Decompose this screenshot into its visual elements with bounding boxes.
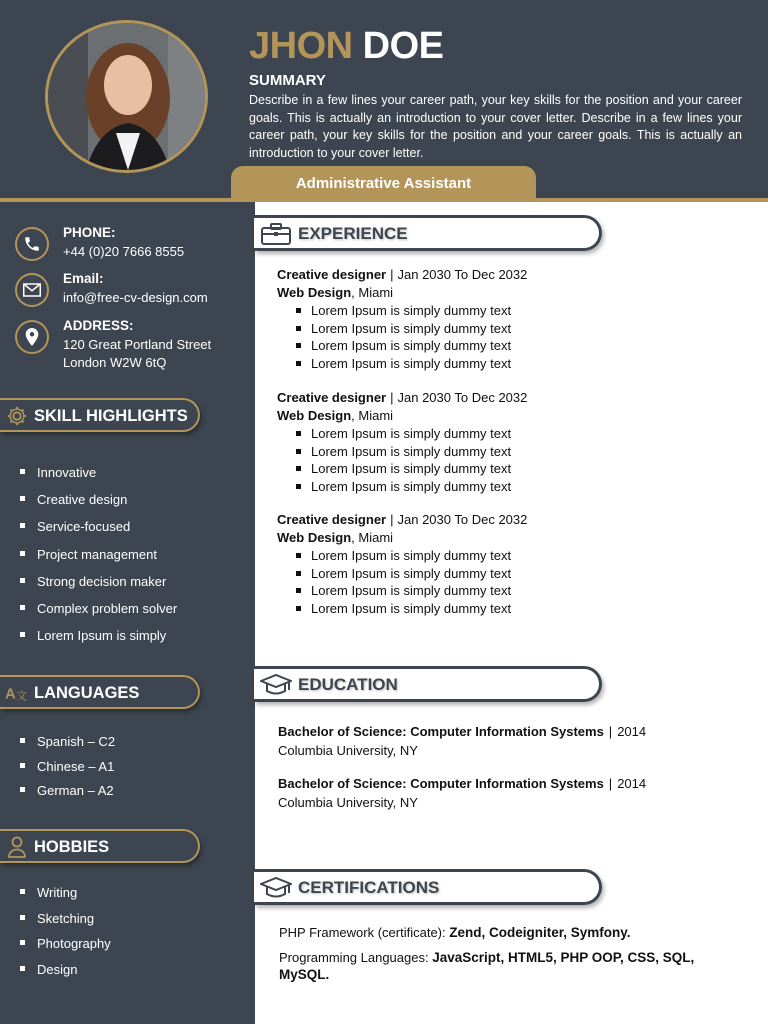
cert-label: PHP Framework (certificate): <box>279 925 450 940</box>
job-location: , Miami <box>351 408 394 423</box>
job-header <box>277 266 527 284</box>
skill-item: Complex problem solver <box>18 600 177 627</box>
education-entry <box>278 774 646 812</box>
job-company-line <box>277 529 527 547</box>
separator: | <box>390 512 394 527</box>
last-name: DOE <box>362 25 444 67</box>
job-bullet: Lorem Ipsum is simply dummy text <box>277 600 527 618</box>
email-label: Email: <box>63 271 104 286</box>
job-title-tab: Administrative Assistant <box>231 166 536 199</box>
job-bullet: Lorem Ipsum is simply dummy text <box>277 582 527 600</box>
svg-text:文: 文 <box>16 690 28 703</box>
phone-label: PHONE: <box>63 225 116 240</box>
address-line-1: 120 Great Portland Street <box>63 337 212 352</box>
job-company: Web Design <box>277 530 352 545</box>
education-school: Columbia University, NY <box>278 743 418 758</box>
job-location: , Miami <box>351 285 394 300</box>
separator: | <box>608 724 613 739</box>
languages-title: LANGUAGES <box>34 684 140 702</box>
briefcase-icon <box>259 221 293 247</box>
job-entry <box>277 389 527 495</box>
certification-php <box>279 924 709 941</box>
education-year: 2014 <box>617 724 647 739</box>
job-role: Creative designer <box>277 390 387 405</box>
job-bullets <box>277 302 527 372</box>
cert-value: JavaScript, HTML5, PHP OOP, CSS, SQL, MySQL. <box>279 950 695 982</box>
hobby-item: Design <box>18 961 111 987</box>
job-bullet: Lorem Ipsum is simply dummy text <box>277 547 527 565</box>
job-bullet: Lorem Ipsum is simply dummy text <box>277 565 527 583</box>
job-bullet: Lorem Ipsum is simply dummy text <box>277 302 527 320</box>
certification-languages <box>279 949 709 983</box>
job-role: Creative designer <box>277 267 387 282</box>
certifications-heading <box>254 869 602 905</box>
languages-heading <box>0 675 200 709</box>
job-bullet: Lorem Ipsum is simply dummy text <box>277 425 527 443</box>
hobby-item: Writing <box>18 884 111 910</box>
job-entry <box>277 511 527 617</box>
job-bullet: Lorem Ipsum is simply dummy text <box>277 337 527 355</box>
education-degree: Bachelor of Science: Computer Information Systems <box>278 724 604 739</box>
person-name <box>249 24 444 68</box>
skill-item: Service-focused <box>18 518 177 545</box>
graduation-cap-icon <box>259 672 293 698</box>
job-role: Creative designer <box>277 512 387 527</box>
job-company: Web Design <box>277 285 352 300</box>
skill-item: Lorem Ipsum is simply <box>18 627 177 654</box>
phone-value[interactable]: +44 (0)20 7666 8555 <box>63 244 185 259</box>
location-pin-icon <box>15 320 49 354</box>
profile-photo <box>45 20 208 173</box>
first-name: JHON <box>249 25 353 67</box>
job-company-line <box>277 284 527 302</box>
job-header <box>277 511 527 529</box>
job-bullets <box>277 425 527 495</box>
job-dates: Jan 2030 To Dec 2032 <box>397 390 528 405</box>
job-bullet: Lorem Ipsum is simply dummy text <box>277 460 527 478</box>
header <box>0 0 768 198</box>
skill-item: Project management <box>18 546 177 573</box>
cert-value: Zend, Codeigniter, Symfony. <box>449 925 631 940</box>
education-entry <box>278 722 646 760</box>
address-label: ADDRESS: <box>63 318 134 333</box>
hobby-item: Photography <box>18 935 111 961</box>
job-bullet: Lorem Ipsum is simply dummy text <box>277 355 527 373</box>
address-value <box>63 336 211 372</box>
person-icon <box>5 835 29 859</box>
language-item: Spanish – C2 <box>18 733 115 758</box>
hobbies-heading <box>0 829 200 863</box>
skills-title: SKILL HIGHLIGHTS <box>34 407 188 425</box>
job-company: Web Design <box>277 408 352 423</box>
hobbies-list <box>18 884 111 986</box>
language-item: Chinese – A1 <box>18 758 115 783</box>
education-year: 2014 <box>617 776 647 791</box>
education-heading <box>254 666 602 702</box>
language-item: German – A2 <box>18 782 115 807</box>
experience-title: EXPERIENCE <box>298 224 408 243</box>
separator: | <box>390 267 394 282</box>
job-dates: Jan 2030 To Dec 2032 <box>397 267 528 282</box>
job-company-line <box>277 407 527 425</box>
translate-icon <box>5 681 29 705</box>
skill-item: Strong decision maker <box>18 573 177 600</box>
email-value[interactable]: info@free-cv-design.com <box>63 290 208 305</box>
job-bullet: Lorem Ipsum is simply dummy text <box>277 443 527 461</box>
job-bullet: Lorem Ipsum is simply dummy text <box>277 320 527 338</box>
summary-text: Describe in a few lines your career path, your key skills for the position and your career goals. This is actually an introduction to your cover letter. Describe in a few lines your career path, your key skills for the position and your career goals. This is actually an introduction to your cover letter. <box>249 93 742 160</box>
envelope-icon <box>15 273 49 307</box>
experience-heading <box>254 215 602 251</box>
skill-item: Creative design <box>18 491 177 518</box>
languages-list <box>18 733 115 807</box>
skills-heading <box>0 398 200 432</box>
education-school: Columbia University, NY <box>278 795 418 810</box>
skill-item: Innovative <box>18 464 177 491</box>
cert-label: Programming Languages: <box>279 950 433 965</box>
gear-icon <box>5 404 29 428</box>
svg-text:A: A <box>5 686 16 703</box>
graduation-cap-icon <box>259 875 293 901</box>
hobbies-title: HOBBIES <box>34 838 110 856</box>
certifications-title: CERTIFICATIONS <box>298 878 440 897</box>
phone-icon <box>15 227 49 261</box>
education-title: EDUCATION <box>298 675 398 694</box>
job-dates: Jan 2030 To Dec 2032 <box>397 512 528 527</box>
job-entry <box>277 266 527 372</box>
separator: | <box>608 776 613 791</box>
job-header <box>277 389 527 407</box>
job-location: , Miami <box>351 530 394 545</box>
skills-list <box>18 464 177 654</box>
job-bullets <box>277 547 527 617</box>
summary-title: SUMMARY <box>249 72 326 89</box>
separator: | <box>390 390 394 405</box>
education-header <box>278 722 646 741</box>
education-header <box>278 774 646 793</box>
address-line-2: London W2W 6tQ <box>63 355 167 370</box>
hobby-item: Sketching <box>18 910 111 936</box>
job-bullet: Lorem Ipsum is simply dummy text <box>277 478 527 496</box>
education-degree: Bachelor of Science: Computer Information Systems <box>278 776 604 791</box>
